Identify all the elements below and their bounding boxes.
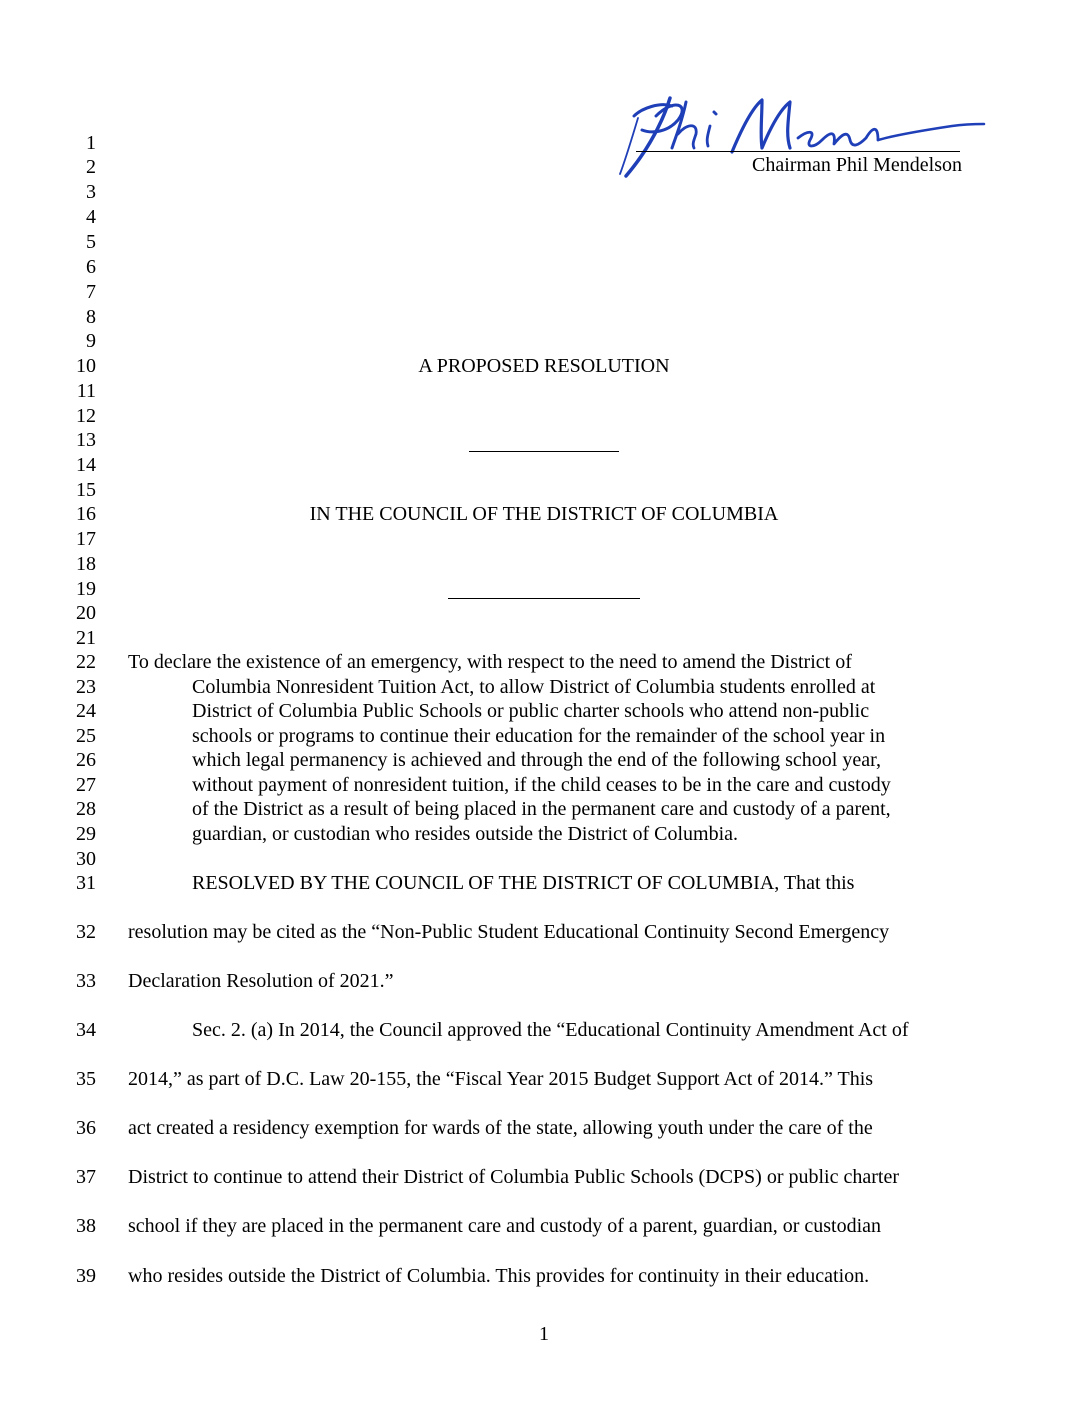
line-number: 39 [76, 1265, 96, 1287]
page-number: 1 [539, 1323, 549, 1345]
line-number: 30 [76, 848, 96, 870]
council-heading: IN THE COUNCIL OF THE DISTRICT OF COLUMBIA [309, 503, 779, 525]
purpose-line: District of Columbia Public Schools or public charter schools who attend non-public [192, 700, 870, 722]
line-number: 25 [76, 725, 96, 747]
line-number: 22 [76, 651, 96, 673]
body-line: District to continue to attend their District of Columbia Public Schools (DCPS) or public charter [128, 1166, 899, 1188]
line-number: 1 [86, 132, 96, 154]
line-number: 2 [86, 156, 96, 178]
body-line: 2014,” as part of D.C. Law 20-155, the “Fiscal Year 2015 Budget Support Act of 2014.” This [128, 1068, 874, 1090]
line-number: 3 [86, 181, 96, 203]
line-number: 29 [76, 823, 96, 845]
line-number: 8 [86, 306, 96, 328]
document-title: A PROPOSED RESOLUTION [418, 355, 670, 377]
purpose-line: which legal permanency is achieved and through the end of the following school year, [192, 749, 881, 771]
line-number: 34 [76, 1019, 96, 1041]
line-number: 19 [76, 578, 96, 600]
body-line: Sec. 2. (a) In 2014, the Council approved the “Educational Continuity Amendment Act of [192, 1019, 909, 1041]
title-rule [469, 451, 619, 452]
purpose-line: Columbia Nonresident Tuition Act, to allow District of Columbia students enrolled at [192, 676, 876, 698]
purpose-line: guardian, or custodian who resides outside the District of Columbia. [192, 823, 739, 845]
line-number: 35 [76, 1068, 96, 1090]
line-number: 21 [76, 627, 96, 649]
line-number: 38 [76, 1215, 96, 1237]
heading-rule [448, 598, 640, 599]
purpose-line: To declare the existence of an emergency, with respect to the need to amend the District of [128, 651, 852, 673]
body-line: RESOLVED BY THE COUNCIL OF THE DISTRICT OF COLUMBIA, That this [192, 872, 855, 894]
line-number: 33 [76, 970, 96, 992]
body-line: Declaration Resolution of 2021.” [128, 970, 394, 992]
line-number: 12 [76, 405, 96, 427]
line-number: 4 [86, 206, 96, 228]
body-line: who resides outside the District of Columbia. This provides for continuity in their education. [128, 1265, 870, 1287]
line-number: 14 [76, 454, 96, 476]
line-number: 10 [76, 355, 96, 377]
line-number: 6 [86, 256, 96, 278]
line-number: 20 [76, 602, 96, 624]
line-number: 24 [76, 700, 96, 722]
line-number: 26 [76, 749, 96, 771]
signature-line [636, 151, 960, 152]
line-number: 9 [86, 330, 96, 352]
line-number: 7 [86, 281, 96, 303]
line-number: 23 [76, 676, 96, 698]
line-number: 31 [76, 872, 96, 894]
purpose-line: schools or programs to continue their education for the remainder of the school year in [192, 725, 886, 747]
line-number: 5 [86, 231, 96, 253]
line-number: 28 [76, 798, 96, 820]
purpose-line: without payment of nonresident tuition, if the child ceases to be in the care and custody [192, 774, 891, 796]
body-line: act created a residency exemption for wards of the state, allowing youth under the care of the [128, 1117, 873, 1139]
line-number: 18 [76, 553, 96, 575]
line-number: 36 [76, 1117, 96, 1139]
line-number: 13 [76, 429, 96, 451]
body-line: school if they are placed in the permanent care and custody of a parent, guardian, or custodian [128, 1215, 882, 1237]
line-number: 32 [76, 921, 96, 943]
signer-name: Chairman Phil Mendelson [752, 154, 962, 176]
line-number: 16 [76, 503, 96, 525]
line-number: 15 [76, 479, 96, 501]
purpose-line: of the District as a result of being placed in the permanent care and custody of a parent, [192, 798, 891, 820]
line-number: 27 [76, 774, 96, 796]
line-number: 17 [76, 528, 96, 550]
line-number: 11 [76, 380, 96, 402]
body-line: resolution may be cited as the “Non-Public Student Educational Continuity Second Emergency [128, 921, 890, 943]
line-number: 37 [76, 1166, 96, 1188]
